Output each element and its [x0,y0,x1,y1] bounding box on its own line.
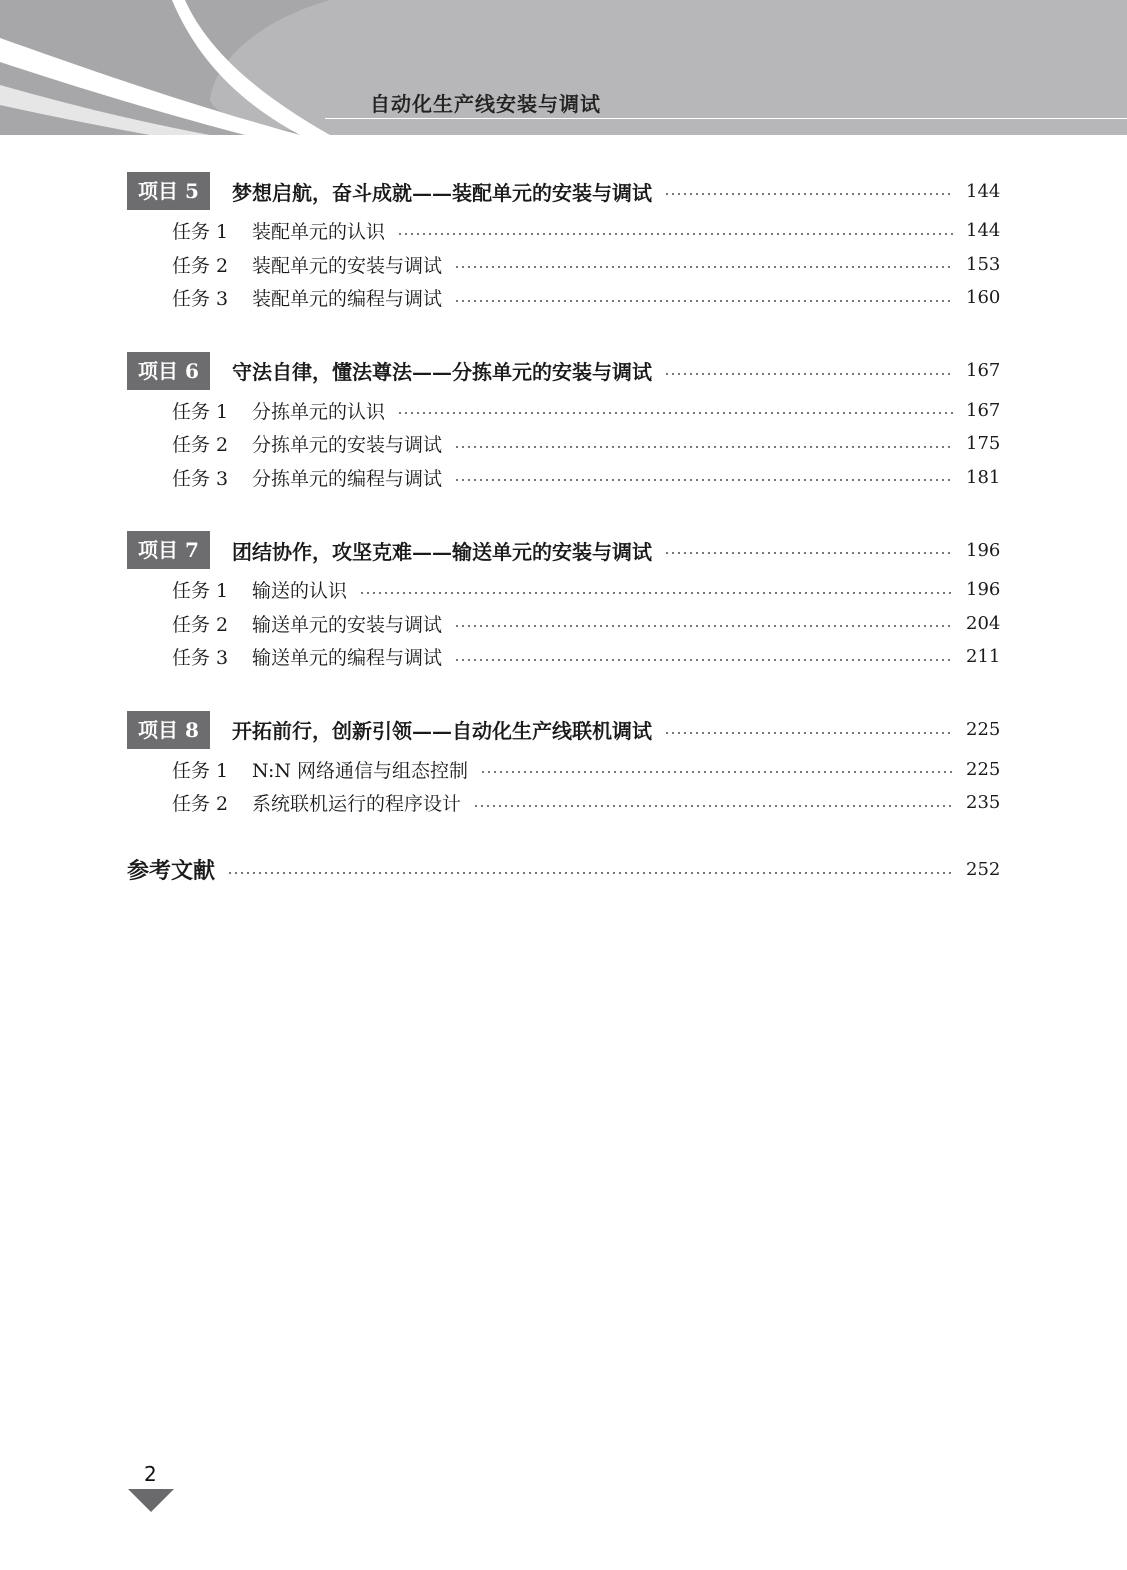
dot-leader [397,233,954,235]
task-label: 任务 1 [172,221,229,244]
dot-leader [359,592,954,594]
project-row[interactable] [127,172,1000,210]
task-row[interactable] [172,394,1000,428]
dot-leader [454,479,954,481]
page-number: 225 [966,719,1001,740]
task-title: 输送单元的安装与调试 [252,613,443,636]
task-label: 任务 1 [172,580,229,603]
task-row[interactable] [172,753,1000,787]
task-list [127,753,1000,820]
dot-leader [454,625,954,627]
task-row[interactable] [172,786,1000,820]
footer-page-number: 2 [144,1462,157,1486]
dot-leader [454,446,954,448]
page-number: 252 [966,859,1001,880]
dot-leader [454,300,954,302]
page-number: 153 [966,253,1001,275]
task-label: 任务 3 [172,288,229,311]
toc-project [127,352,1000,495]
task-title: 装配单元的编程与调试 [252,288,443,311]
task-title: 系统联机运行的程序设计 [252,793,462,816]
project-badge: 项目 8 [127,711,210,749]
task-label: 任务 2 [172,254,229,277]
task-label: 任务 2 [172,613,229,636]
page-number: 144 [966,220,1001,242]
page-number: 167 [966,399,1001,421]
dot-leader [664,732,954,734]
task-row[interactable] [172,573,1000,607]
task-title: N:N 网络通信与组态控制 [252,759,469,782]
task-list [127,573,1000,674]
dot-leader [454,266,954,268]
project-title: 守法自律，懂法尊法——分拣单元的安装与调试 [232,360,652,384]
task-row[interactable] [172,214,1000,248]
task-row[interactable] [172,427,1000,461]
footer-triangle-marker [128,1489,174,1513]
task-list [127,214,1000,315]
dot-leader [664,552,954,554]
task-label: 任务 3 [172,647,229,670]
project-badge: 项目 6 [127,352,210,390]
dot-leader [454,659,954,661]
page-number: 175 [966,433,1001,455]
project-badge: 项目 7 [127,531,210,569]
header-rule [325,118,1127,119]
task-row[interactable] [172,461,1000,495]
task-title: 输送单元的编程与调试 [252,647,443,670]
task-title: 输送的认识 [252,580,348,603]
task-title: 装配单元的认识 [252,221,386,244]
page-number: 225 [966,758,1001,780]
task-row[interactable] [172,640,1000,674]
task-title: 分拣单元的安装与调试 [252,434,443,457]
task-title: 分拣单元的认识 [252,400,386,423]
task-label: 任务 1 [172,400,229,423]
running-header-title: 自动化生产线安装与调试 [370,92,601,116]
task-row[interactable] [172,281,1000,315]
toc-project [127,711,1000,820]
task-row[interactable] [172,607,1000,641]
toc-project [127,172,1000,315]
dot-leader [664,373,954,375]
dot-leader [227,872,954,874]
task-title: 装配单元的安装与调试 [252,254,443,277]
task-label: 任务 1 [172,759,229,782]
dot-leader [480,771,954,773]
project-badge: 项目 5 [127,172,210,210]
project-title: 开拓前行，创新引领——自动化生产线联机调试 [232,719,652,743]
task-row[interactable] [172,248,1000,282]
page-number: 211 [966,646,1001,668]
project-row[interactable] [127,711,1000,749]
page-number: 196 [966,539,1001,561]
dot-leader [473,805,954,807]
task-list [127,394,1000,495]
page-number: 181 [966,466,1001,488]
page-number: 235 [966,792,1001,814]
task-label: 任务 2 [172,793,229,816]
project-title: 团结协作，攻坚克难——输送单元的安装与调试 [232,539,652,564]
references-row[interactable] [127,851,1000,889]
task-label: 任务 3 [172,467,229,490]
dot-leader [397,412,954,414]
references-title: 参考文献 [127,858,216,884]
page-number: 144 [966,180,1001,202]
toc-project [127,531,1000,674]
task-label: 任务 2 [172,434,229,457]
page-number: 204 [966,612,1001,634]
project-row[interactable] [127,531,1000,569]
task-title: 分拣单元的编程与调试 [252,467,443,490]
page-number: 167 [966,360,1001,381]
page-number: 196 [966,579,1001,601]
page-number: 160 [966,287,1001,309]
table-of-contents [127,172,1000,889]
project-row[interactable] [127,352,1000,390]
project-title: 梦想启航，奋斗成就——装配单元的安装与调试 [232,180,652,205]
dot-leader [664,193,954,195]
